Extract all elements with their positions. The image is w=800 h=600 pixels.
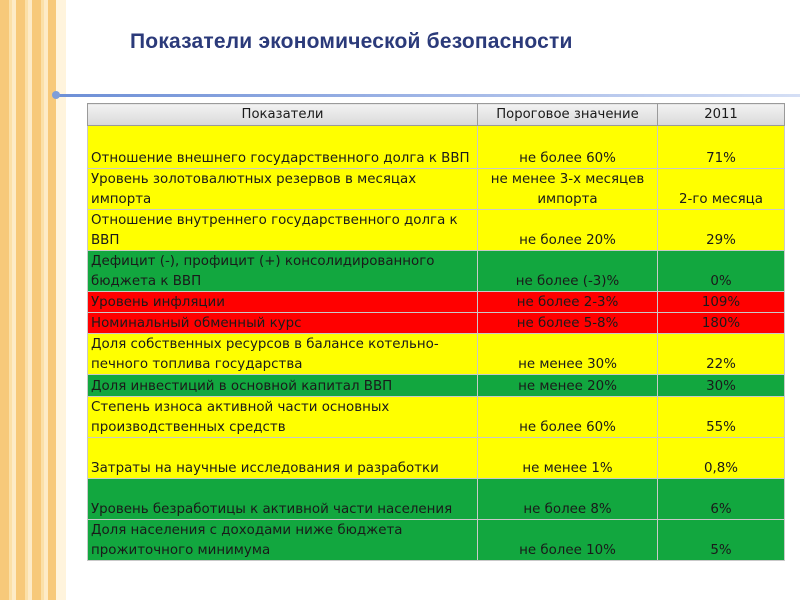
table-row bbox=[88, 313, 785, 334]
table-row bbox=[88, 169, 785, 210]
value-cell: 30% bbox=[658, 375, 785, 397]
table-row bbox=[88, 292, 785, 313]
indicator-cell: Доля собственных ресурсов в балансе котельно-печного топлива государства bbox=[88, 334, 478, 375]
table-row bbox=[88, 210, 785, 251]
value-cell: 22% bbox=[658, 334, 785, 375]
threshold-cell: не более (-3)% bbox=[478, 251, 658, 292]
table-row bbox=[88, 334, 785, 375]
indicator-cell: Затраты на научные исследования и разработки bbox=[88, 438, 478, 479]
value-cell: 6% bbox=[658, 479, 785, 520]
header-indicator: Показатели bbox=[88, 104, 478, 126]
table-row bbox=[88, 375, 785, 397]
threshold-cell: не более 20% bbox=[478, 210, 658, 251]
threshold-cell: не менее 1% bbox=[478, 438, 658, 479]
value-cell: 0% bbox=[658, 251, 785, 292]
divider-dot bbox=[52, 91, 60, 99]
table-row bbox=[88, 438, 785, 479]
threshold-cell: не более 2-3% bbox=[478, 292, 658, 313]
indicator-cell: Доля населения с доходами ниже бюджета прожиточного минимума bbox=[88, 520, 478, 561]
threshold-cell: не более 8% bbox=[478, 479, 658, 520]
title-divider bbox=[56, 94, 800, 97]
table-row bbox=[88, 126, 785, 169]
indicators-table bbox=[87, 103, 785, 561]
table-row bbox=[88, 479, 785, 520]
threshold-cell: не более 10% bbox=[478, 520, 658, 561]
threshold-cell: не менее 30% bbox=[478, 334, 658, 375]
threshold-cell: не менее 20% bbox=[478, 375, 658, 397]
indicator-cell: Отношение внешнего государственного долга к ВВП bbox=[88, 126, 478, 169]
indicator-cell: Отношение внутреннего государственного долга к ВВП bbox=[88, 210, 478, 251]
value-cell: 29% bbox=[658, 210, 785, 251]
indicator-cell: Степень износа активной части основных производственных средств bbox=[88, 397, 478, 438]
value-cell: 2-го месяца bbox=[658, 169, 785, 210]
table-row bbox=[88, 397, 785, 438]
indicator-cell: Доля инвестиций в основной капитал ВВП bbox=[88, 375, 478, 397]
table-row bbox=[88, 251, 785, 292]
header-threshold: Пороговое значение bbox=[478, 104, 658, 126]
value-cell: 55% bbox=[658, 397, 785, 438]
table-header-row bbox=[88, 104, 785, 126]
value-cell: 71% bbox=[658, 126, 785, 169]
indicator-cell: Уровень инфляции bbox=[88, 292, 478, 313]
value-cell: 0,8% bbox=[658, 438, 785, 479]
indicator-cell: Номинальный обменный курс bbox=[88, 313, 478, 334]
threshold-cell: не менее 3-х месяцев импорта bbox=[478, 169, 658, 210]
value-cell: 109% bbox=[658, 292, 785, 313]
value-cell: 5% bbox=[658, 520, 785, 561]
indicator-cell: Уровень безработицы к активной части населения bbox=[88, 479, 478, 520]
value-cell: 180% bbox=[658, 313, 785, 334]
threshold-cell: не более 60% bbox=[478, 397, 658, 438]
table-row bbox=[88, 520, 785, 561]
left-decorative-band bbox=[0, 0, 56, 600]
header-year: 2011 bbox=[658, 104, 785, 126]
indicator-cell: Дефицит (-), профицит (+) консолидированного бюджета к ВВП bbox=[88, 251, 478, 292]
threshold-cell: не более 5-8% bbox=[478, 313, 658, 334]
left-decorative-band-light bbox=[56, 0, 66, 600]
indicator-cell: Уровень золотовалютных резервов в месяцах импорта bbox=[88, 169, 478, 210]
page-title: Показатели экономической безопасности bbox=[130, 30, 573, 53]
threshold-cell: не более 60% bbox=[478, 126, 658, 169]
